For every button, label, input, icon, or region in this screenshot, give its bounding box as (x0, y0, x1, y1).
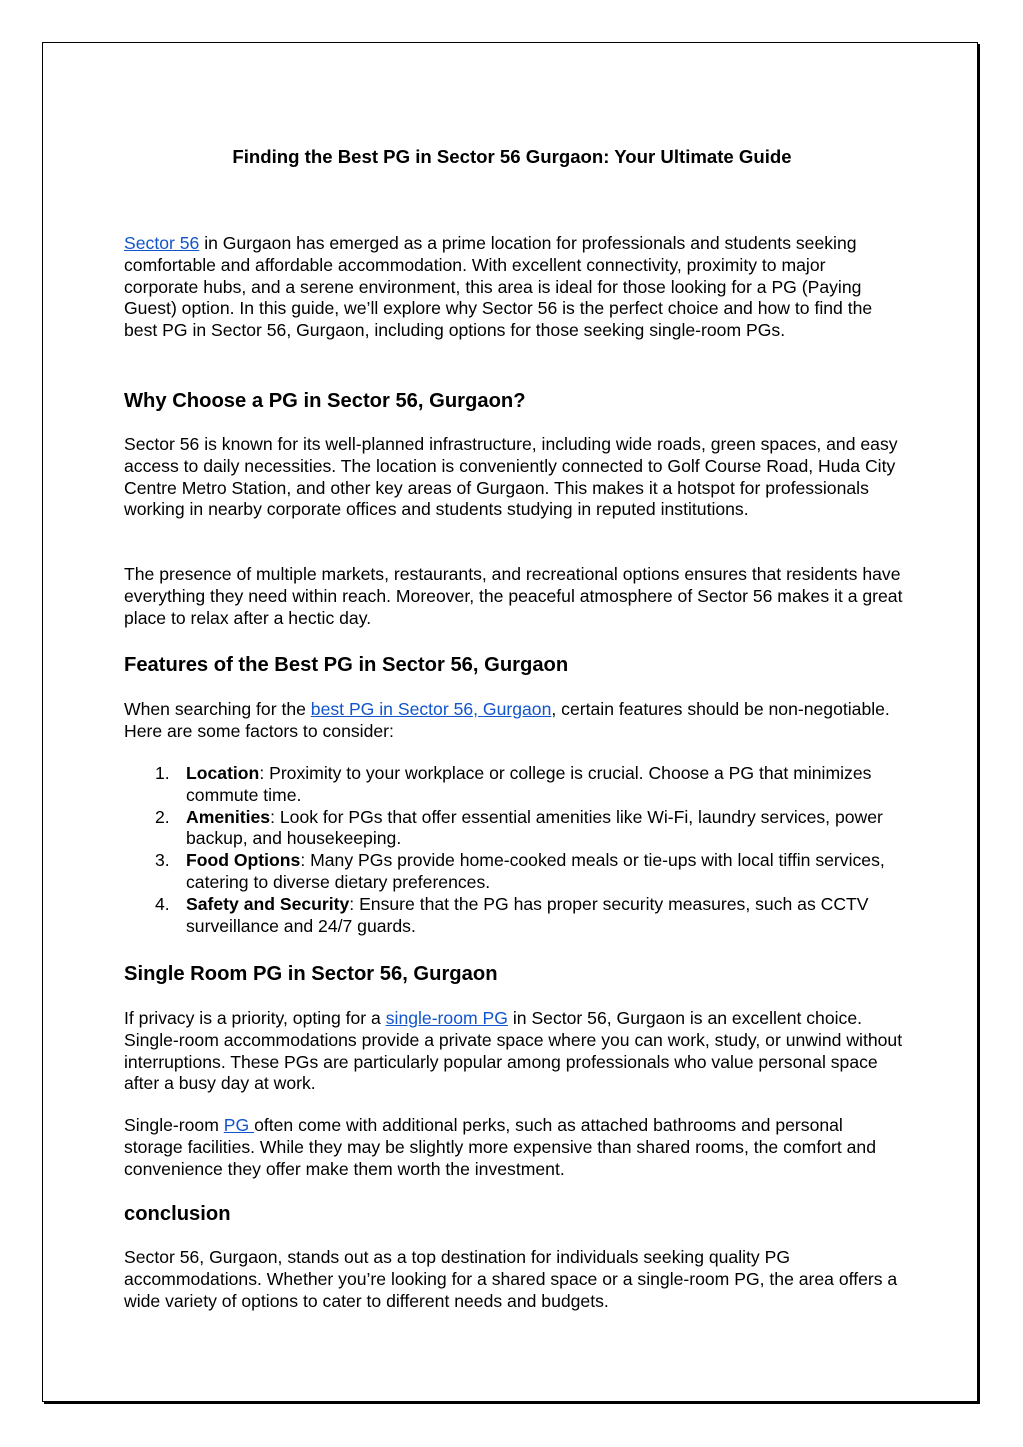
list-item (186, 763, 904, 807)
why-paragraph-2: The presence of multiple markets, restaurants, and recreational options ensures that residents have everything they need within reach. Moreover, the peaceful atmosphere of Sector 56 makes it a great place to relax after a hectic day. (124, 564, 903, 628)
sector-56-link[interactable]: Sector 56 (124, 233, 200, 253)
document-title: Finding the Best PG in Sector 56 Gurgaon: Your Ultimate Guide (232, 146, 792, 167)
features-list (124, 763, 904, 937)
why-paragraph-1: Sector 56 is known for its well-planned infrastructure, including wide roads, green spaces, and easy access to daily necessities. The location is conveniently connected to Golf Course Road, Huda City Centre Metro Station, and other key areas of Gurgaon. This makes it a hotspot for professionals working in nearby corporate offices and students studying in reputed institutions. (124, 434, 898, 520)
conclusion-paragraph: Sector 56, Gurgaon, stands out as a top destination for individuals seeking quality PG accommodations. Whether you’re looking for a shared space or a single-room PG, the area offers a wide variety of options to cater to different needs and budgets. (124, 1247, 898, 1311)
single-p1-before: If privacy is a priority, opting for a (124, 1008, 386, 1028)
features-intro (124, 699, 904, 743)
feature-text: : Look for PGs that offer essential amenities like Wi-Fi, laundry services, power backup, and housekeeping. (186, 806, 883, 849)
list-item (186, 894, 904, 938)
intro-text: in Gurgaon has emerged as a prime location for professionals and students seeking comfortable and affordable accommodation. With excellent connectivity, proximity to major corporate hubs, and a serene environment, this area is ideal for those looking for a PG (Paying Guest) option. In this guide, we’ll explore why Sector 56 is the perfect choice and how to find the best PG in Sector 56, Gurgaon, including options for those seeking single-room PGs. (124, 233, 873, 341)
features-heading: Features of the Best PG in Sector 56, Gurgaon (124, 654, 569, 676)
feature-term: Amenities (186, 806, 271, 827)
single-room-pg-link[interactable]: single-room PG (385, 1008, 508, 1028)
best-pg-link[interactable]: best PG in Sector 56, Gurgaon (310, 699, 552, 719)
feature-term: Safety and Security (186, 893, 350, 914)
features-intro-before: When searching for the (124, 699, 311, 719)
feature-text: : Proximity to your workplace or college is crucial. Choose a PG that minimizes commute time. (186, 763, 872, 805)
intro-paragraph (124, 233, 904, 342)
feature-text: : Ensure that the PG has proper security measures, such as CCTV surveillance and 24/7 guards. (186, 893, 869, 936)
conclusion-heading: conclusion (124, 1203, 231, 1225)
feature-term: Location (186, 763, 260, 783)
list-item (186, 850, 904, 894)
list-item (186, 807, 904, 851)
single-p2-after: often come with additional perks, such as attached bathrooms and personal storage facilities. While they may be slightly more expensive than shared rooms, the comfort and convenience they offer make them worth the investment. (124, 1115, 876, 1179)
features-intro-after: , certain features should be non-negotiable. Here are some factors to consider: (124, 699, 890, 741)
feature-term: Food Options (186, 850, 301, 871)
why-heading: Why Choose a PG in Sector 56, Gurgaon? (124, 390, 526, 412)
single-room-paragraph-1 (124, 1008, 904, 1095)
single-room-heading: Single Room PG in Sector 56, Gurgaon (124, 963, 498, 985)
single-p2-before: Single-room (124, 1115, 224, 1135)
pg-link[interactable]: PG (223, 1115, 255, 1135)
single-p1-after: in Sector 56, Gurgaon is an excellent choice. Single-room accommodations provide a private space where you can work, study, or unwind without interruptions. These PGs are particularly popular among professionals who value personal space after a busy day at work. (124, 1008, 903, 1094)
single-room-paragraph-2 (124, 1115, 904, 1180)
feature-text: : Many PGs provide home-cooked meals or tie-ups with local tiffin services, catering to diverse dietary preferences. (186, 850, 885, 892)
